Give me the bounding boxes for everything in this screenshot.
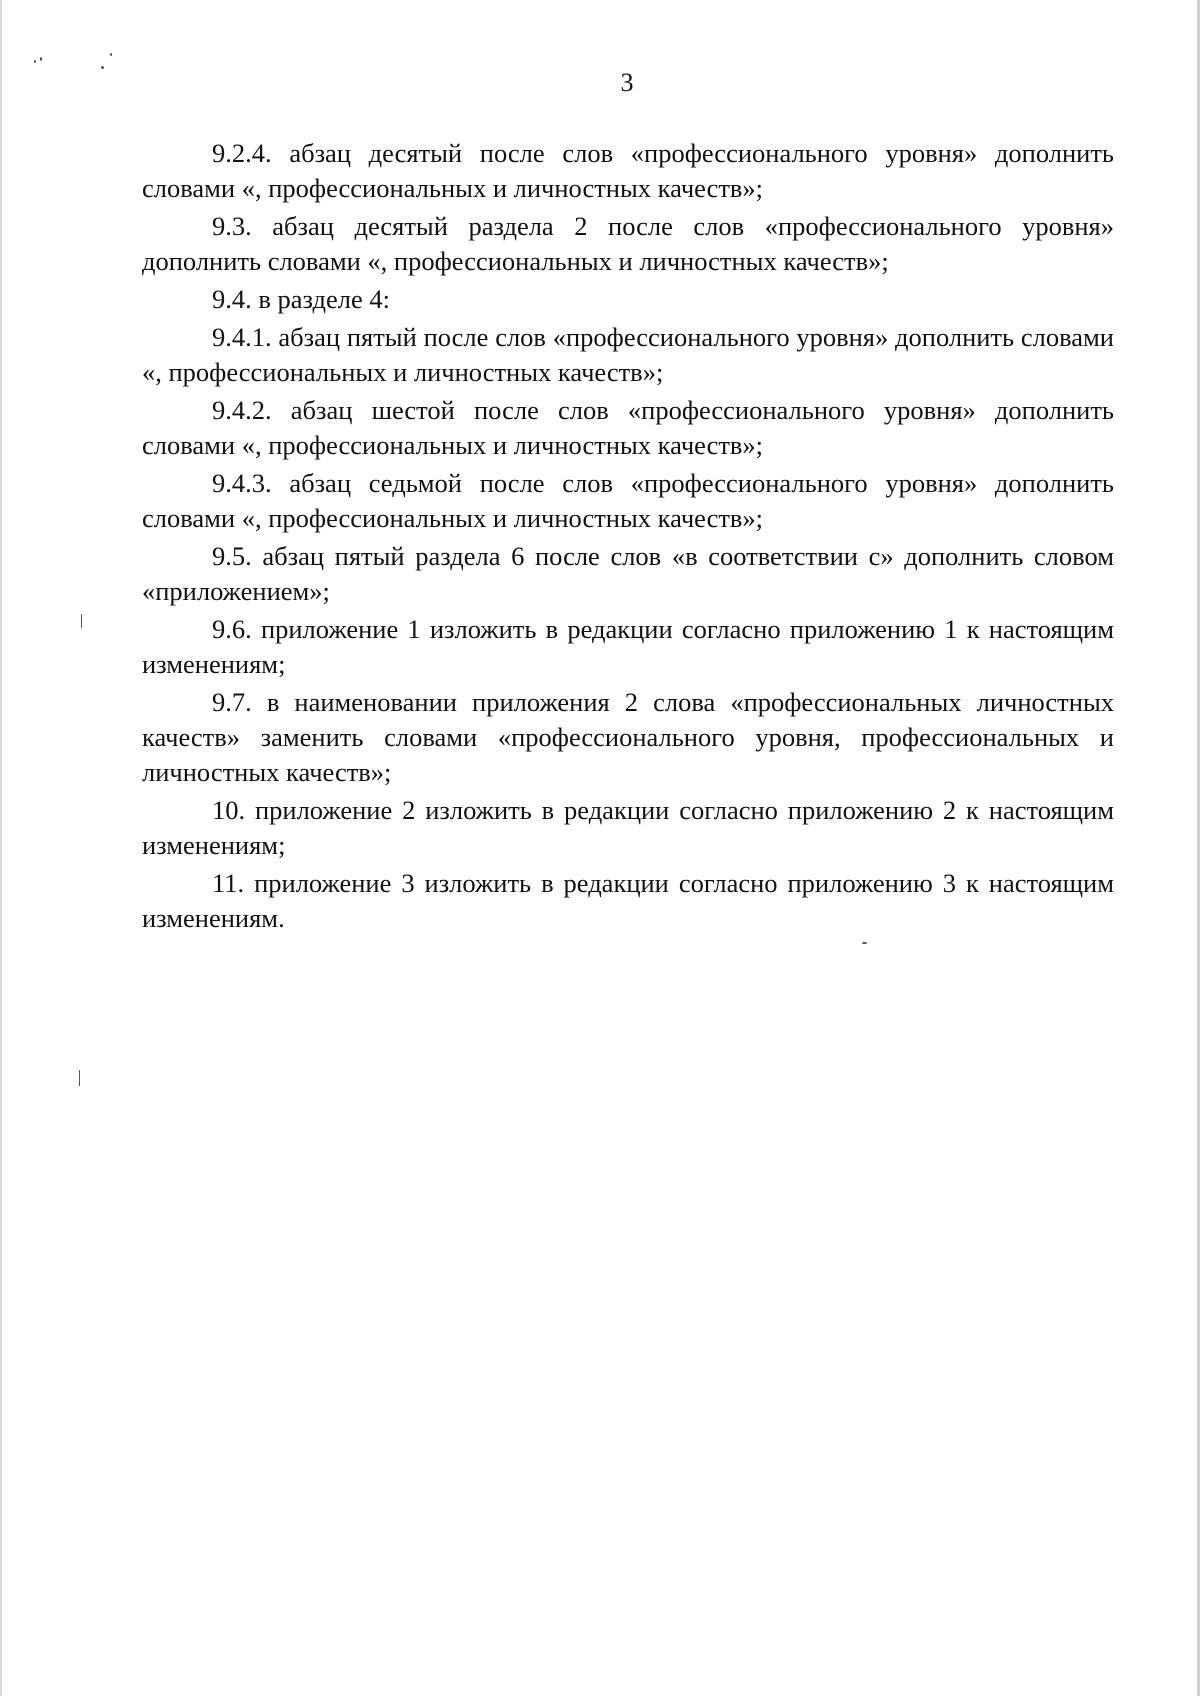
- scan-speck: [110, 53, 112, 56]
- paragraph-9-5: 9.5. абзац пятый раздела 6 после слов «в соответствии с» дополнить словом «приложением»;: [142, 541, 1114, 606]
- paragraph-9-7: 9.7. в наименовании приложения 2 слова «профессиональных личностных качеств» заменить словами «профессионального уровня, профессиональных и личностных качеств»;: [142, 687, 1114, 787]
- paragraph-9-4-3: 9.4.3. абзац седьмой после слов «профессионального уровня» дополнить словами «, профессиональных и личностных качеств»;: [142, 468, 1114, 533]
- scan-speck: [862, 942, 867, 944]
- paragraph-11: 11. приложение 3 изложить в редакции согласно приложению 3 к настоящим изменениям.: [142, 868, 1114, 933]
- paragraph-9-4-2: 9.4.2. абзац шестой после слов «профессионального уровня» дополнить словами «, профессиональных и личностных качеств»;: [142, 395, 1114, 460]
- paragraph-9-4: 9.4. в разделе 4:: [212, 284, 390, 314]
- scan-speck: [81, 614, 82, 628]
- paragraph-9-6: 9.6. приложение 1 изложить в редакции согласно приложению 1 к настоящим изменениям;: [142, 614, 1114, 679]
- paragraph-9-2-4: 9.2.4. абзац десятый после слов «профессионального уровня» дополнить словами «, профессиональных и личностных качеств»;: [142, 138, 1114, 203]
- document-body: [142, 136, 1114, 939]
- page-number: 3: [620, 68, 634, 97]
- paragraph-9-3: 9.3. абзац десятый раздела 2 после слов «профессионального уровня» дополнить словами «, профессиональных и личностных качеств»;: [142, 211, 1114, 276]
- paragraph-9-4-1: 9.4.1. абзац пятый после слов «профессионального уровня» дополнить словами «, профессиональных и личностных качеств»;: [142, 322, 1114, 387]
- scan-speck: [34, 60, 36, 63]
- paragraph-10: 10. приложение 2 изложить в редакции согласно приложению 2 к настоящим изменениям;: [142, 795, 1114, 860]
- page-edge-left: [0, 0, 2, 1696]
- scan-speck: [40, 57, 42, 61]
- scan-speck: [79, 1070, 80, 1086]
